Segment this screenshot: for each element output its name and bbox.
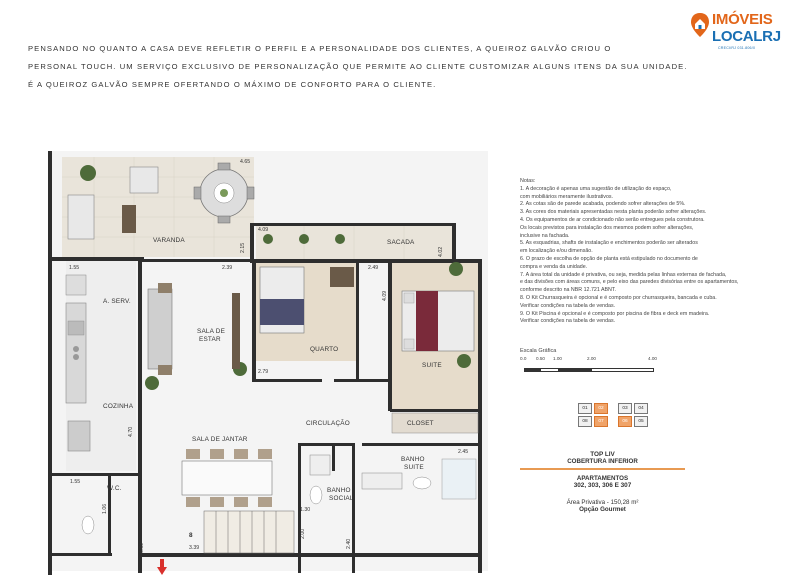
dim-249: 2.49: [368, 265, 379, 271]
wc-toilet: [82, 516, 94, 534]
note-line: Os locais previstos para instalação dos mesmos podem sofrer alterações,: [520, 224, 694, 231]
label-sala-estar-2: ESTAR: [199, 336, 221, 343]
dim-155b: 1.55: [70, 479, 81, 485]
dining-table: [182, 461, 272, 495]
scale-tick: 2.00: [587, 356, 596, 361]
label-sala-jantar: SALA DE JANTAR: [192, 436, 248, 443]
dim-155a: 1.55: [69, 265, 80, 271]
note-line: Verificar condições na tabela de vendas.: [520, 302, 616, 309]
label-sacada: SACADA: [387, 239, 415, 246]
dim-130: 1.30: [300, 507, 311, 513]
note-line: Verificar condições na tabela de vendas.: [520, 318, 616, 325]
note-line: 8. O Kit Churrasqueira é opcional e é composto por churrasqueira, bancada e cuba.: [520, 294, 717, 301]
label-banho-social-1: BANHO: [327, 487, 351, 494]
keyplan-cell: 05: [634, 416, 648, 427]
label-quarto: QUARTO: [310, 346, 339, 353]
keyplan-cell-highlighted: 06: [618, 416, 632, 427]
note-line: inclusive na fachada.: [520, 232, 570, 239]
brand-logo[interactable]: [688, 8, 788, 58]
dim-339: 3.39: [189, 545, 200, 551]
dim-409b: 4.09: [382, 290, 388, 301]
suite-toilet: [413, 477, 431, 489]
dim-465: 4.65: [240, 159, 251, 165]
dim-659: 6.59: [139, 542, 145, 553]
dim-470: 4.70: [128, 426, 134, 437]
note-line: em localização e/ou dimensão.: [520, 248, 593, 255]
keyplan-cell: 01: [578, 403, 592, 414]
note-line: compra e venda da unidade.: [520, 263, 588, 270]
label-cozinha: COZINHA: [103, 403, 134, 410]
option-label: Opção Gourmet: [579, 506, 626, 513]
kitchen-fridge: [68, 421, 90, 451]
intro-line-3: É A QUEIROZ GALVÃO SEMPRE OFERTANDO O MÁXIMO DE CONFORTO PARA O CLIENTE.: [28, 80, 437, 89]
laundry-sink: [66, 275, 86, 295]
dim-245: 2.45: [458, 449, 469, 455]
intro-text: [28, 40, 708, 94]
scale-tick: 0.0: [520, 356, 527, 361]
keyplan-cell: 08: [578, 416, 592, 427]
units-label: APARTAMENTOS: [576, 475, 629, 482]
note-line: conforme descrito na NBR 12.721 ABNT.: [520, 287, 616, 294]
keyplan-cell-highlighted: 07: [594, 416, 608, 427]
scale-tick: 4.00: [648, 356, 657, 361]
private-area: Área Privativa - 150,28 m²: [566, 499, 639, 506]
note-line: e das divisões com áreas comuns, e pelo eixo das paredes divisórias entre os apartamentos,: [520, 279, 739, 286]
label-suite: SUITE: [422, 362, 442, 369]
label-varanda: VARANDA: [153, 237, 185, 244]
social-sink: [310, 455, 330, 475]
note-line: 7. A área total da unidade é privativa, ou seja, medida pelas linhas externas de fachada,: [520, 271, 727, 278]
closet-cabinet: [392, 413, 478, 433]
floor-plan-drawing: [44, 143, 504, 575]
label-banho-suite-1: BANHO: [401, 456, 425, 463]
label-circulacao: CIRCULAÇÃO: [306, 420, 350, 427]
notes-title: Notas:: [520, 178, 536, 184]
dim-106: 1.06: [102, 503, 108, 514]
dim-200: 2.00: [300, 528, 306, 539]
keyplan-cell: 03: [618, 403, 632, 414]
dim-239: 2.39: [222, 265, 233, 271]
note-line: 1. A decoração é apenas uma sugestão de utilização do espaço,: [520, 185, 672, 192]
units-list: 302, 303, 306 E 307: [573, 482, 632, 489]
social-toilet: [310, 486, 322, 504]
unit-type: TOP LIV: [590, 451, 615, 458]
note-line: 6. O prazo de escolha de opção de planta está estipulado no documento de: [520, 255, 698, 262]
label-sala-estar-1: SALA DE: [197, 328, 226, 335]
keyplan-cell-highlighted: 02: [594, 403, 608, 414]
varanda-armchair: [130, 167, 158, 193]
label-stair-mark: 8: [189, 532, 193, 539]
intro-line-1: PENSANDO NO QUANTO A CASA DEVE REFLETIR O PERFIL E A PERSONALIDADE DOS CLIENTES, A QUEIROZ GALVÃO CRIOU O: [28, 44, 612, 53]
living-sofa: [148, 289, 172, 369]
tv-unit: [232, 293, 240, 369]
scale-tick: 0.50: [536, 356, 545, 361]
label-banho-social-2: SOCIAL: [329, 495, 354, 502]
intro-line-2: PERSONAL TOUCH. UM SERVIÇO EXCLUSIVO DE PERSONALIZAÇÃO QUE PERMITE AO CLIENTE CUSTOMIZAR ALGUNS ITENS DA SUA UNIDADE.: [28, 62, 688, 71]
key-plan: [570, 393, 666, 431]
graphic-scale: [520, 348, 670, 378]
info-divider: [520, 468, 685, 470]
label-wc: W.C.: [107, 485, 122, 492]
quarto-desk: [330, 267, 354, 287]
stairs: [204, 511, 294, 553]
suite-shower: [442, 459, 476, 499]
kitchen-counter: [66, 303, 86, 403]
dim-215: 2.15: [240, 242, 246, 253]
label-banho-suite-2: SUITE: [404, 464, 424, 471]
floor-plan: [44, 143, 504, 575]
dim-402: 4.02: [438, 246, 444, 257]
logo-creci: CRECI/RJ 031.806/0: [718, 46, 756, 50]
label-a-serv: A. SERV.: [103, 298, 131, 305]
dim-279: 2.79: [258, 369, 269, 375]
suite-sink: [362, 473, 402, 489]
unit-info: [520, 451, 685, 513]
dim-240: 2.40: [346, 538, 352, 549]
note-line: 3. As cores dos materiais apresentadas nesta planta poderão sofrer alterações.: [520, 209, 707, 216]
dim-409: 4.09: [258, 227, 269, 233]
unit-level: COBERTURA INFERIOR: [567, 458, 638, 465]
varanda-side-table: [122, 205, 136, 233]
logo-word-1: IMÓVEIS: [712, 11, 773, 28]
logo-word-2: LOCALRJ: [712, 28, 781, 45]
label-closet: CLOSET: [407, 420, 434, 427]
note-line: 9. O Kit Piscina é opcional e é composto por piscina de fibra e deck em madeira.: [520, 310, 710, 317]
keyplan-cell: 04: [634, 403, 648, 414]
note-line: com mobiliários meramente ilustrativos.: [520, 193, 614, 200]
varanda-sofa: [68, 195, 94, 239]
scale-bar: [524, 368, 654, 372]
scale-title: Escala Gráfica: [520, 348, 557, 354]
note-line: 5. As esquadrias, shafts de instalação e enchimentos poderão ser alterados: [520, 240, 698, 247]
note-line: 4. Os equipamentos de ar condicionado não serão entregues pela construtora.: [520, 216, 705, 223]
map-pin-icon: [690, 12, 710, 38]
note-line: 2. As cotas são de parede acabada, podendo sofrer alterações de 5%.: [520, 201, 686, 208]
plan-notes: [520, 178, 790, 326]
scale-tick: 1.00: [553, 356, 562, 361]
